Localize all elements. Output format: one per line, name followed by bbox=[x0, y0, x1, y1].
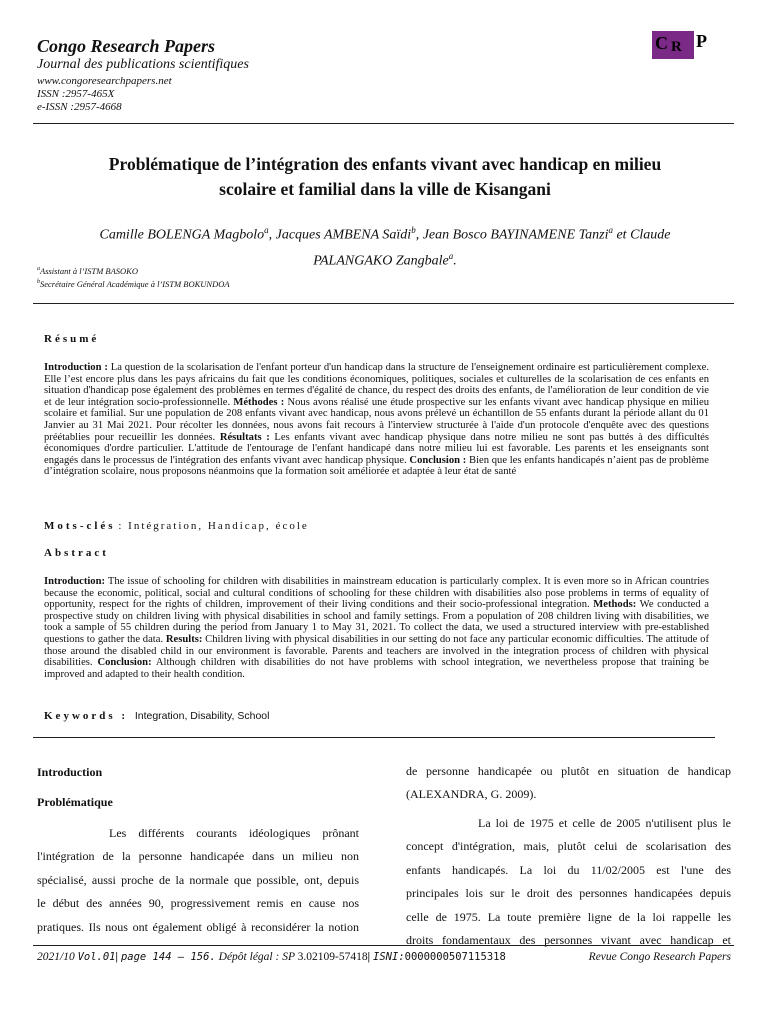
abstract-top-rule bbox=[33, 303, 734, 304]
abstract-results-label: Results: bbox=[165, 633, 203, 645]
text-line: de personne handicapée ou plutôt en situation de handicap bbox=[406, 764, 731, 778]
text-line: spécialisé, aussi proche de la normale que possible, ont, depuis bbox=[37, 872, 359, 887]
text-line: enfants handicapés. La loi du 11/02/2005 est l'une des bbox=[406, 862, 731, 877]
resume-heading: Résumé bbox=[44, 333, 100, 345]
resume-methodes-text: Nous avons réalisé une étude prospective sur les enfants vivant avec handicap physique en milieu scolaire et familial. Sur une population de 208 enfants vivant avec handicap, nous avons prélevé un échantillon de 55 enfants durant la période allant du 01 Janvier au 31 Mai 2021. Pour récolter les données, nous avons fait recours à l'interview structurée à l'aide d'un protocole d'enquête avec des questions préétablies pour recueillir les données. bbox=[44, 396, 710, 443]
abstract-body bbox=[44, 576, 709, 680]
left-column-text bbox=[37, 822, 359, 939]
author-affil-mark: b bbox=[411, 225, 416, 235]
author-affil-mark: a bbox=[448, 250, 454, 261]
resume-intro-text: La question de la scolarisation de l'enfant porteur d'un handicap dans la structure de l'enseignement ordinaire est particulièrement complexe. Elle l’est encore plus dans les pays africains du fait que les conditions économiques, politiques, sociales et culturelles de la scolarisation de ces enfants en situation d'handicap pose également des problèmes en termes d'égalité de chance, du respect des droits des enfants, de l'amélioration de leur condition de vie et de leur intégration socio-professionnelle. bbox=[44, 362, 709, 408]
resume-conclusion-text: Bien que les enfants handicapés n’aient pas de problème d’intégration scolaire, nous proposons néanmoins que la formation soit améliorée et adaptée à leur état de santé bbox=[44, 454, 709, 478]
abstract-intro-label: Introduction: bbox=[44, 576, 106, 587]
journal-logo bbox=[652, 31, 712, 61]
abstract-methods-text: We conducted a prospective study on children living with physical disabilities in school and family settings. From a population of 208 children living with disabilities, we took a sample of 55 children during the period from January 1 to May 31, 2021. To collect the data, we used a structured interview with pre-established questions to gather the data. bbox=[44, 599, 709, 645]
author-name: Jean Bosco BAYINAMENE Tanzi bbox=[422, 227, 609, 243]
footer-pages: page 144 – 156. bbox=[120, 951, 216, 963]
motscles-line bbox=[44, 520, 309, 532]
author-list bbox=[40, 220, 730, 271]
keywords-label: Keywords : bbox=[44, 710, 129, 722]
journal-eissn: e-ISSN :2957-4668 bbox=[37, 101, 122, 113]
affiliation-a bbox=[37, 266, 138, 276]
journal-issn: ISSN :2957-465X bbox=[37, 88, 115, 100]
logo-letter-p: P bbox=[696, 31, 707, 51]
author-affil-mark: a bbox=[608, 225, 613, 235]
author-line1 bbox=[40, 220, 730, 246]
resume-methodes-label: Méthodes : bbox=[233, 396, 285, 408]
text-line: droits fondamentaux des personnes vivant avec handicap et bbox=[406, 933, 731, 948]
journal-website: www.congoresearchpapers.net bbox=[37, 75, 172, 87]
resume-resultats-label: Résultats : bbox=[219, 431, 270, 443]
author-line2 bbox=[40, 246, 730, 272]
author-name: Jacques AMBENA Saïdi bbox=[275, 227, 412, 243]
affiliation-text: Assistant à l’ISTM BASOKO bbox=[40, 266, 138, 276]
footer-date: 2021/10 bbox=[37, 951, 75, 963]
author-end: . bbox=[453, 253, 457, 269]
article-title bbox=[40, 152, 730, 202]
journal-subtitle: Journal des publications scientifiques bbox=[37, 57, 249, 72]
text-line: (ALEXANDRA, G. 2009). bbox=[406, 787, 537, 802]
abstract-results-text: Children living with physical disabilities in our setting do not face any particular economic difficulties. The attitude of those around the disabled child in our environment is favorable. Parents and teachers are involved in the integration process of children with physical disabilities. bbox=[44, 633, 709, 669]
logo-letter-c: C bbox=[655, 33, 668, 53]
text-line: principales lois sur le droit des personnes handicapées depuis bbox=[406, 886, 731, 901]
resume-conclusion-label: Conclusion : bbox=[409, 454, 467, 466]
author-affil-mark: a bbox=[264, 225, 269, 235]
abstract-bottom-rule bbox=[33, 737, 715, 738]
footer-isni-label: ISNI: bbox=[373, 951, 405, 963]
text-line: pratiques. Ils nous ont également obligé à reconsidérer la notion bbox=[37, 919, 359, 934]
motscles-value: : Intégration, Handicap, école bbox=[118, 520, 309, 532]
abstract-conclusion-text: Although children with disabilities do not have problems with school integration, we nevertheless propose that training be improved and adapted to their health condition. bbox=[44, 657, 709, 680]
affiliation-mark: b bbox=[37, 279, 40, 286]
affiliation-mark: a bbox=[37, 266, 40, 273]
footer-citation: 2021/10 Vol.01| page 144 – 156. Dépôt légal : SP 3.02109-57418| ISNI:0000000507115318 bbox=[37, 951, 506, 963]
text-line: le début des années 90, progressivement remis en cause nos bbox=[37, 896, 359, 911]
footer-journal: Revue Congo Research Papers bbox=[588, 951, 731, 963]
footer-rule bbox=[33, 945, 734, 946]
footer-volume: Vol.01 bbox=[77, 951, 116, 963]
author-separator: et Claude bbox=[612, 227, 671, 243]
logo-letter-r: R bbox=[671, 39, 682, 55]
abstract-intro-text: The issue of schooling for children with disabilities in mainstream education is particularly complex. It is even more so in African countries because the economic, political, social and cultural conditions of schooling for these children with disabilities also pose problems in terms of equality of opportunity, respect for the rights of children, improvement of their living conditions and their socio-professional integration. bbox=[44, 576, 709, 611]
abstract-conclusion-label: Conclusion: bbox=[97, 657, 152, 669]
footer-depot-value: 3.02109-57418 bbox=[297, 951, 368, 963]
problematique-heading: Problématique bbox=[37, 795, 113, 809]
text-line: La loi de 1975 et celle de 2005 n'utilisent plus le bbox=[478, 816, 731, 830]
journal-name: Congo Research Papers bbox=[37, 36, 216, 56]
affiliation-b bbox=[37, 279, 230, 289]
motscles-label: Mots-clés bbox=[44, 520, 116, 532]
right-column-para2 bbox=[406, 812, 731, 952]
abstract-methods-label: Methods: bbox=[593, 599, 637, 611]
introduction-heading: Introduction bbox=[37, 765, 103, 779]
author-separator: , bbox=[415, 227, 423, 243]
affiliation-text: Secrétaire Général Académique à l’ISTM BOKUNDOA bbox=[40, 279, 230, 289]
keywords-value: Integration, Disability, School bbox=[134, 710, 270, 722]
text-line: celle de 1975. La toute première ligne de la loi rappelle les bbox=[406, 909, 731, 924]
resume-resultats-text: Les enfants vivant avec handicap physique dans notre milieu ne sont pas buttés à des difficultés économiques d'ordre particulier. L'attitude de l'entourage de l'enfant handicapé dans notre milieu lui est favorable. Les parents et les enseignants sont engagés dans le processus de l'intégration des enfants vivant avec handicap physique. bbox=[44, 431, 710, 466]
header-rule bbox=[33, 123, 734, 124]
author-separator: , bbox=[268, 227, 276, 243]
article-title-line1: Problématique de l’intégration des enfants vivant avec handicap en milieu bbox=[108, 154, 662, 174]
abstract-heading: Abstract bbox=[44, 547, 109, 559]
resume-body bbox=[44, 362, 709, 478]
right-column-para1 bbox=[406, 760, 731, 807]
footer-isni-value: 0000000507115318 bbox=[404, 951, 506, 963]
footer-depot-label: Dépôt légal : SP bbox=[218, 951, 295, 963]
article-title-line2: scolaire et familial dans la ville de Kisangani bbox=[219, 179, 551, 199]
text-line: concept d'intégration, mais, plutôt celui de scolarisation des bbox=[406, 839, 731, 854]
author-name: PALANGAKO Zangbale bbox=[313, 253, 449, 269]
resume-intro-label: Introduction : bbox=[44, 362, 108, 373]
text-line: Les différents courants idéologiques prônant bbox=[109, 826, 359, 840]
keywords-line bbox=[44, 710, 269, 722]
author-name: Camille BOLENGA Magbolo bbox=[99, 227, 265, 243]
page-footer bbox=[37, 951, 731, 963]
text-line: l'intégration de la personne handicapée dans un milieu non bbox=[37, 849, 359, 864]
